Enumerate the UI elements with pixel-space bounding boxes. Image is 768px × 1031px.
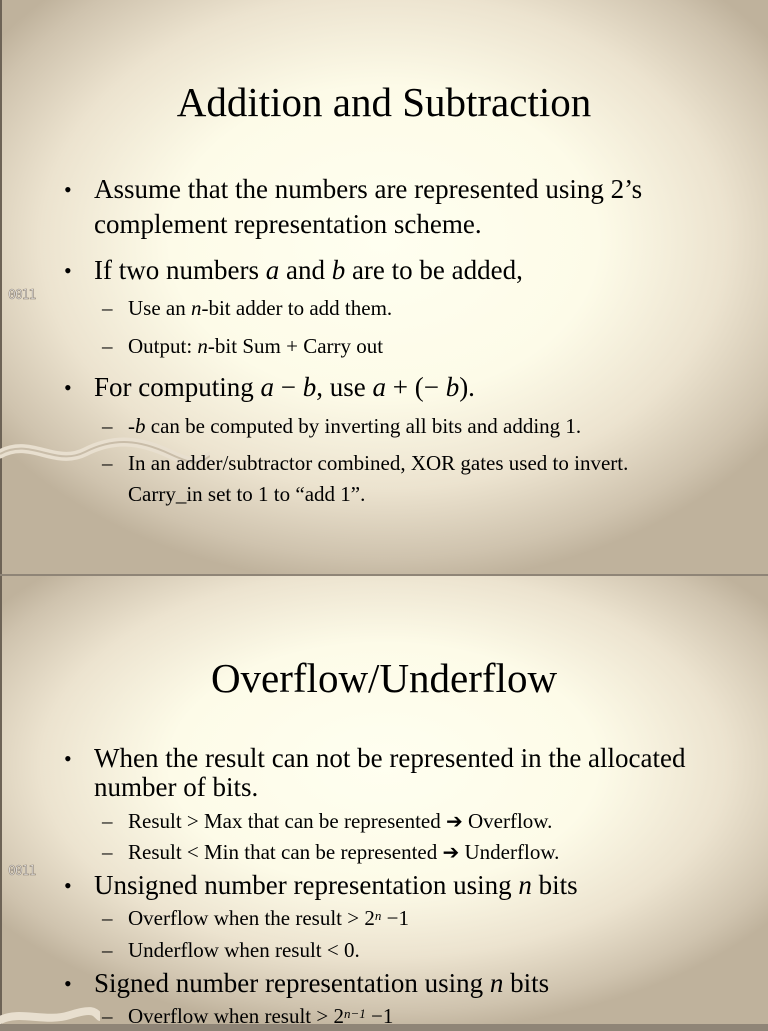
- var-n: n: [518, 870, 532, 900]
- var-b: b: [302, 372, 317, 402]
- slide-2-title: Overflow/Underflow: [210, 655, 558, 701]
- bullet-signed: [94, 969, 734, 998]
- var-a: a: [260, 372, 274, 402]
- text: ).: [459, 372, 475, 402]
- text: are to be added,: [345, 255, 523, 285]
- sub-negate: [128, 411, 728, 442]
- sub-signed-overflow: [128, 1001, 728, 1031]
- var-n: n: [197, 334, 208, 358]
- sub-underflow-min: [128, 837, 728, 867]
- var-a: a: [265, 255, 280, 285]
- text: For computing: [94, 372, 261, 402]
- text: , use: [316, 372, 373, 402]
- text: bits: [531, 870, 578, 900]
- text: Overflow when result > 2: [128, 1004, 344, 1028]
- text: Use an: [128, 296, 191, 320]
- binary-logo-2: 0011: [8, 864, 36, 879]
- wave-decoration-2: [0, 1005, 100, 1025]
- text: can be computed by inverting all bits and adding 1.: [145, 414, 582, 438]
- slide-1-title: Addition and Subtraction: [176, 79, 592, 125]
- text: + (−: [385, 372, 446, 402]
- sub-output: [128, 331, 728, 362]
- text: -: [128, 414, 135, 438]
- sub-adder: [128, 293, 728, 324]
- var-b: b: [135, 414, 146, 438]
- sub-unsigned-overflow: [128, 903, 728, 933]
- text: Overflow when the result > 2: [128, 906, 375, 930]
- text: Result < Min that can be represented: [128, 840, 443, 864]
- sub-overflow-max: [128, 806, 728, 836]
- text: -bit Sum + Carry out: [207, 334, 384, 358]
- text: bits: [503, 968, 550, 998]
- text: Unsigned number representation using: [94, 870, 519, 900]
- bullet-computing: [94, 370, 734, 405]
- bullet-two-numbers: [94, 253, 734, 288]
- text: −1: [365, 1004, 394, 1028]
- exponent: n: [374, 908, 382, 923]
- bullet-assume: • Assume that the numbers are represented using 2’s complement representation scheme.: [94, 172, 734, 242]
- var-n: n: [489, 968, 504, 998]
- text: Underflow.: [459, 840, 560, 864]
- text: Overflow.: [462, 809, 553, 833]
- text: −1: [381, 906, 409, 930]
- bullet-result: • When the result can not be represented in the allocated number of bits.: [94, 744, 694, 802]
- text: -bit adder to add them.: [201, 296, 393, 320]
- text: Result > Max that can be represented: [128, 809, 446, 833]
- binary-logo-1: 0011: [8, 288, 36, 303]
- exponent: n−1: [343, 1006, 366, 1021]
- arrow-right-icon: ➔: [442, 840, 460, 864]
- bullet-unsigned: [94, 871, 734, 900]
- sub-unsigned-underflow: – Underflow when result < 0.: [128, 935, 728, 965]
- text: Output:: [128, 334, 198, 358]
- text: −: [274, 372, 303, 402]
- var-n: n: [190, 296, 202, 320]
- text: and: [279, 255, 332, 285]
- sub-xor: – In an adder/subtractor combined, XOR gates used to invert. Carry_in set to 1 to “add 1”.: [128, 448, 708, 510]
- arrow-right-icon: ➔: [445, 809, 463, 833]
- var-a: a: [372, 372, 386, 402]
- var-b: b: [331, 255, 346, 285]
- text: If two numbers: [94, 255, 266, 285]
- text: Signed number representation using: [94, 968, 490, 998]
- var-b: b: [445, 372, 460, 402]
